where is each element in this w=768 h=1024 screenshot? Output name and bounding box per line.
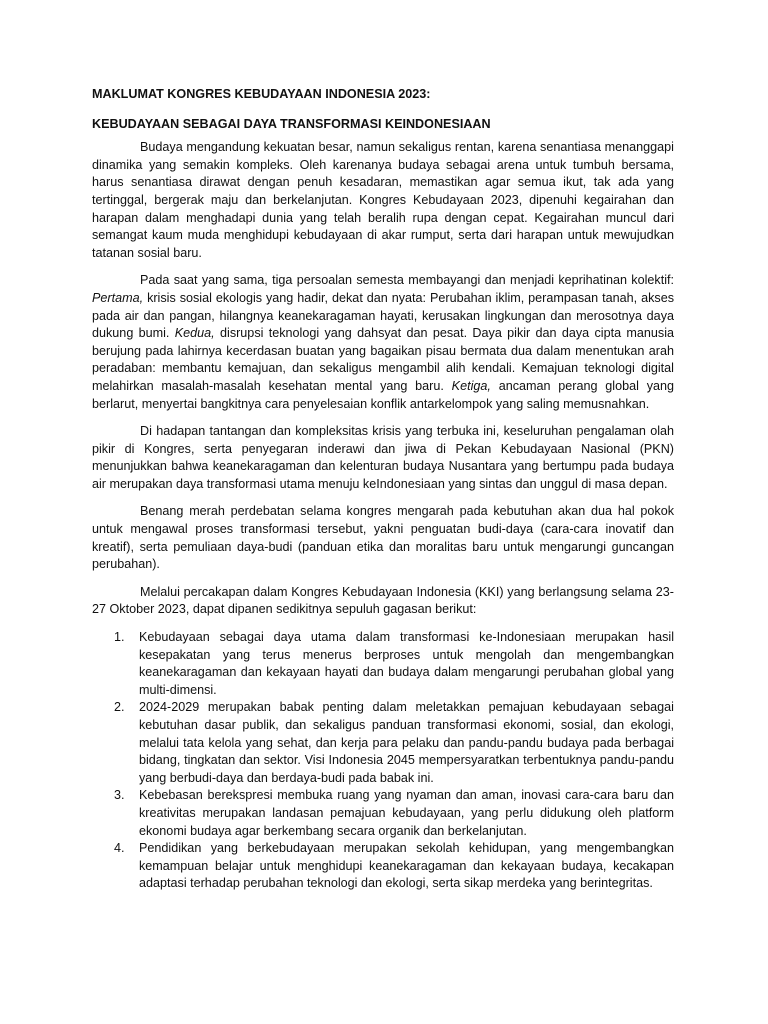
document-title: MAKLUMAT KONGRES KEBUDAYAAN INDONESIA 2023: [92, 87, 431, 101]
list-item-text: Kebudayaan sebagai daya utama dalam transformasi ke-Indonesiaan merupakan hasil kesepakatan yang terus menerus berproses untuk mengolah dan mengembangkan keanekaragaman dan kekayaan hayati dan budaya dalam mengarungi perubahan global yang multi-dimensi. [139, 630, 674, 697]
paragraph-3: Di hadapan tantangan dan kompleksitas krisis yang terbuka ini, keseluruhan pengalaman olah pikir di Kongres, serta penyegaran inderawi dan jiwa di Pekan Kebudayaan Nasional (PKN) menunjukkan bahwa keanekaragaman dan kelenturan budaya Nusantara yang bertumpu pada budaya air merupakan daya transformasi utama menuju keIndonesiaan yang sintas dan unggul di masa depan. [92, 424, 674, 491]
list-item-number: 2. [114, 700, 125, 715]
list-item [92, 699, 674, 787]
paragraph-2-sentence-3: disrupsi teknologi yang dahsyat dan pesat. Daya pikir dan daya cipta manusia berujung pada lahirnya kecerdasan buatan yang bagaikan pisau bermata dua dalam menentukan arah peradaban: membantu kemajuan, dan sekaligus mengambil alih kendali. Kemajuan teknologi digital melahirkan masalah-masalah kesehatan mental yang baru. [92, 326, 675, 393]
pertama-label: Pertama, [92, 290, 144, 305]
list-item-number: 4. [114, 841, 125, 856]
kedua-label: Kedua, [174, 326, 215, 341]
paragraph-2-sentence-1: Pada saat yang sama, tiga persoalan semesta membayangi dan menjadi keprihatinan kolektif: [140, 273, 674, 288]
list-item-number: 3. [114, 788, 125, 803]
list-item [92, 629, 674, 699]
list-item-text: Pendidikan yang berkebudayaan merupakan sekolah kehidupan, yang mengembangkan kemampuan belajar untuk menghidupi keanekaragaman dan kekayaan budaya, kecakapan adaptasi terhadap perubahan teknologi dan ekologi, serta sikap merdeka yang berintegritas. [139, 841, 674, 891]
list-item [92, 840, 674, 893]
document-subtitle: KEBUDAYAAN SEBAGAI DAYA TRANSFORMASI KEINDONESIAAN [92, 116, 491, 131]
document-page [92, 86, 674, 893]
list-item-text: 2024-2029 merupakan babak penting dalam meletakkan pemajuan kebudayaan sebagai kebutuhan dasar publik, dan sekaligus panduan transformasi ekonomi, sosial, dan ekologi, melalui tata kelola yang sehat, dan kerja para pelaku dan pandu-pandu budaya pada berbagai bidang, tingkatan dan sektor. Visi Indonesia 2045 mempersyaratkan terbentuknya pandu-pandu yang berbudi-daya dan berdaya-budi pada babak ini. [139, 700, 674, 785]
list-item-number: 1. [114, 630, 125, 645]
paragraph-5: Melalui percakapan dalam Kongres Kebudayaan Indonesia (KKI) yang berlangsung selama 23-27 Oktober 2023, dapat dipanen sedikitnya sepuluh gagasan berikut: [92, 584, 674, 617]
gagasan-list [92, 629, 674, 893]
paragraph-2-sentence-4: ancaman perang global yang berlarut, menyertai bangkitnya cara penyelesaian konflik antarkelompok yang saling memusnahkan. [92, 378, 674, 411]
paragraph-2-sentence-2: krisis sosial ekologis yang hadir, dekat dan nyata: Perubahan iklim, perampasan tanah, akses pada air dan pangan, hilangnya keanekaragaman hayati, kerusakan lingkungan dan merosotnya daya dukung bumi. [92, 290, 674, 341]
list-item [92, 787, 674, 840]
ketiga-label: Ketiga, [451, 378, 491, 393]
paragraph-2 [92, 272, 674, 413]
paragraph-1: Budaya mengandung kekuatan besar, namun sekaligus rentan, karena senantiasa menanggapi dinamika yang semakin kompleks. Oleh karenanya budaya sebagai arena untuk tumbuh bersama, harus senantiasa dirawat dengan penuh kesadaran, memastikan agar semua ikut, tak ada yang tertinggal, bergerak maju dan berkelanjutan. Kongres Kebudayaan 2023, dipenuhi kegairahan dan harapan dalam menghadapi dunia yang telah beralih rupa dengan cepat. Kegairahan muncul dari semangat kaum muda menghidupi kebudayaan di akar rumput, serta dari harapan untuk mewujudkan tatanan sosial baru. [92, 140, 674, 260]
list-item-text: Kebebasan berekspresi membuka ruang yang nyaman dan aman, inovasi cara-cara baru dan kreativitas merupakan landasan pemajuan kebudayaan, yang perlu didukung oleh platform ekonomi budaya agar berkembang secara organik dan berkelanjutan. [139, 788, 674, 838]
paragraph-4: Benang merah perdebatan selama kongres mengarah pada kebutuhan akan dua hal pokok untuk mengawal proses transformasi tersebut, yakni penguatan budi-daya (cara-cara inovatif dan kreatif), serta pemuliaan daya-budi (panduan etika dan moralitas baru untuk mengarungi guncangan perubahan). [92, 504, 674, 572]
